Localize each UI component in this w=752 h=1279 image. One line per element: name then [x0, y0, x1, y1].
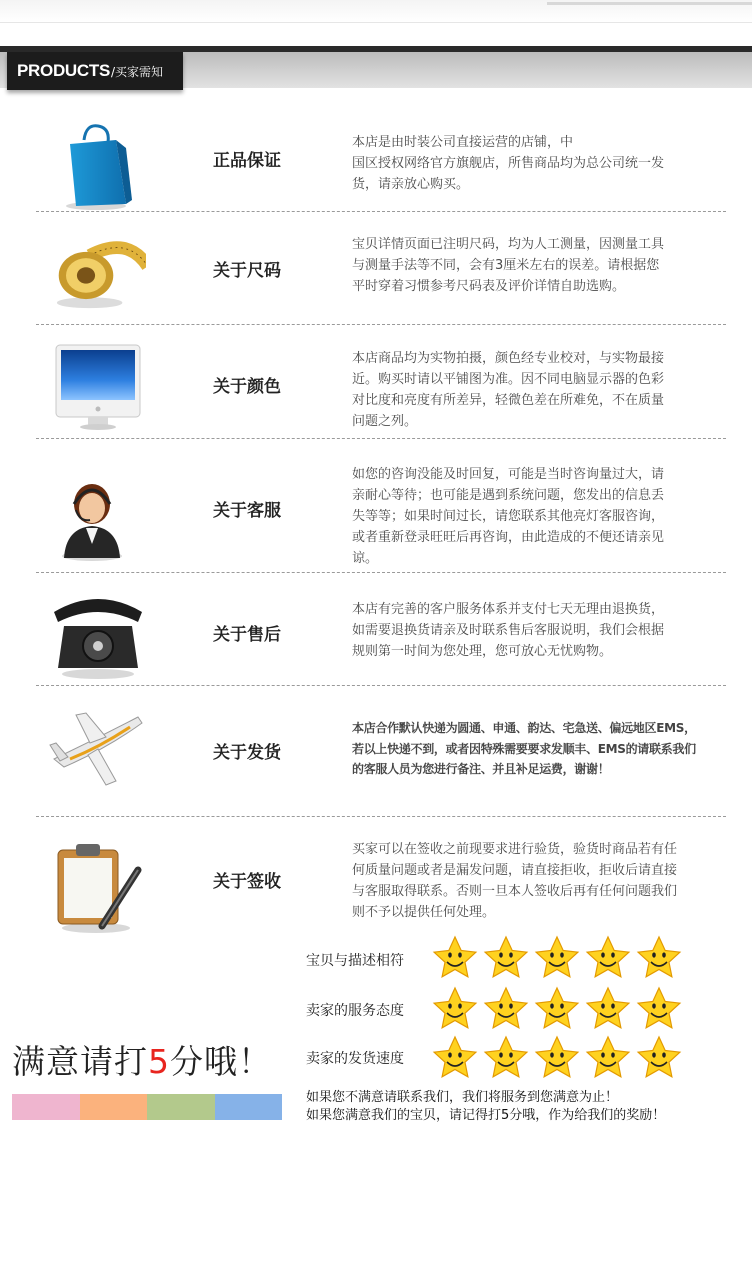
smiling-star-icon	[483, 985, 529, 1031]
monitor-icon	[46, 341, 146, 433]
notice-label: 关于售后	[213, 625, 281, 645]
rating-slogan: 满意请打5分哦！	[12, 1042, 272, 1081]
footer-line-satisfied: 如果您满意我们的宝贝，请记得打5分哦，作为给我们的奖励！	[306, 1108, 666, 1123]
stripe-blue	[215, 1094, 283, 1120]
divider	[36, 572, 726, 573]
smiling-star-icon	[432, 934, 478, 980]
rating-criterion-description: 宝贝与描述相符	[306, 953, 404, 969]
smiling-star-icon	[534, 934, 580, 980]
smiling-star-icon	[585, 934, 631, 980]
notice-description: 本店合作默认快递为圆通、申通、韵达、宅急送、偏远地区EMS， 若以上快递不到，或者因特殊需要要求发顺丰、EMS的请联系我们 的客服人员为您进行备注、并且补足运费，谢谢！	[352, 721, 696, 776]
stripe-pink	[12, 1094, 80, 1120]
shopping-bag-icon	[46, 120, 146, 212]
notice-label: 关于尺码	[213, 261, 281, 281]
smiling-star-icon	[636, 985, 682, 1031]
top-frame	[0, 0, 752, 23]
airplane-icon	[46, 701, 146, 793]
divider	[36, 211, 726, 212]
divider	[36, 816, 726, 817]
divider	[36, 685, 726, 686]
smiling-star-icon	[432, 985, 478, 1031]
tape-measure-icon	[46, 224, 146, 316]
notice-description: 本店是由时装公司直接运营的店铺，中 国区授权网络官方旗舰店，所售商品均为总公司统一发 货，请亲放心购买。	[352, 135, 665, 192]
rating-stars-row	[432, 1034, 692, 1080]
smiling-star-icon	[483, 934, 529, 980]
customer-service-icon	[46, 470, 146, 562]
notice-description: 买家可以在签收之前现要求进行验货，验货时商品若有任 何质量问题或者是漏发问题，请直接拒收，拒收后请直接 与客服取得联系。否则一旦本人签收后再有任何问题我们 则不予以提供任何处理。	[352, 842, 678, 920]
notice-description: 本店商品均为实物拍摄，颜色经专业校对，与实物最接 近。购买时请以平铺图为准。因不同电脑显示器的色彩 对比度和亮度有所差异，轻微色差在所难免，不在质量 问题之列。	[352, 351, 665, 429]
divider	[36, 324, 726, 325]
smiling-star-icon	[432, 1034, 478, 1080]
notice-label: 关于客服	[213, 501, 281, 521]
smiling-star-icon	[534, 1034, 580, 1080]
header-title-en: PRODUCTS	[17, 61, 110, 80]
rating-stars-row	[432, 934, 692, 980]
divider	[36, 438, 726, 439]
smiling-star-icon	[585, 1034, 631, 1080]
smiling-star-icon	[483, 1034, 529, 1080]
telephone-icon	[46, 588, 146, 680]
footer-line-unsatisfied: 如果您不满意请联系我们，我们将服务到您满意为止！	[306, 1090, 619, 1105]
smiling-star-icon	[636, 934, 682, 980]
notice-description: 本店有完善的客户服务体系并支付七天无理由退换货， 如需要退换货请亲及时联系售后客服说明，我们会根据 规则第一时间为您处理，您可放心无忧购物。	[352, 602, 665, 659]
notice-description: 如您的咨询没能及时回复，可能是当时咨询量过大，请 亲耐心等待；也可能是遇到系统问题，您发出的信息丢 失等等；如果时间过长，请您联系其他亮灯客服咨询， 或者重新登录旺旺后再咨询，由此造成的不便还请亲见 谅。	[352, 467, 665, 566]
rating-stars-row	[432, 985, 692, 1031]
section-header	[7, 52, 183, 90]
notice-label: 关于签收	[213, 872, 281, 892]
slogan-score: 5	[148, 1042, 170, 1081]
smiling-star-icon	[534, 985, 580, 1031]
notice-description: 宝贝详情页面已注明尺码，均为人工测量，因测量工具 与测量手法等不同，会有3厘米左右的误差。请根据您 平时穿着习惯参考尺码表及评价详情自助选购。	[352, 237, 665, 294]
notice-label: 关于发货	[213, 743, 281, 763]
color-stripe	[12, 1094, 282, 1120]
rating-criterion-service: 卖家的服务态度	[306, 1003, 404, 1019]
smiling-star-icon	[636, 1034, 682, 1080]
smiling-star-icon	[585, 985, 631, 1031]
stripe-orange	[80, 1094, 148, 1120]
header-title-zh: /买家需知	[111, 64, 164, 79]
clipboard-icon	[46, 842, 146, 934]
notice-label: 关于颜色	[213, 377, 281, 397]
rating-criterion-delivery: 卖家的发货速度	[306, 1051, 404, 1067]
stripe-green	[147, 1094, 215, 1120]
notice-label: 正品保证	[213, 151, 281, 171]
